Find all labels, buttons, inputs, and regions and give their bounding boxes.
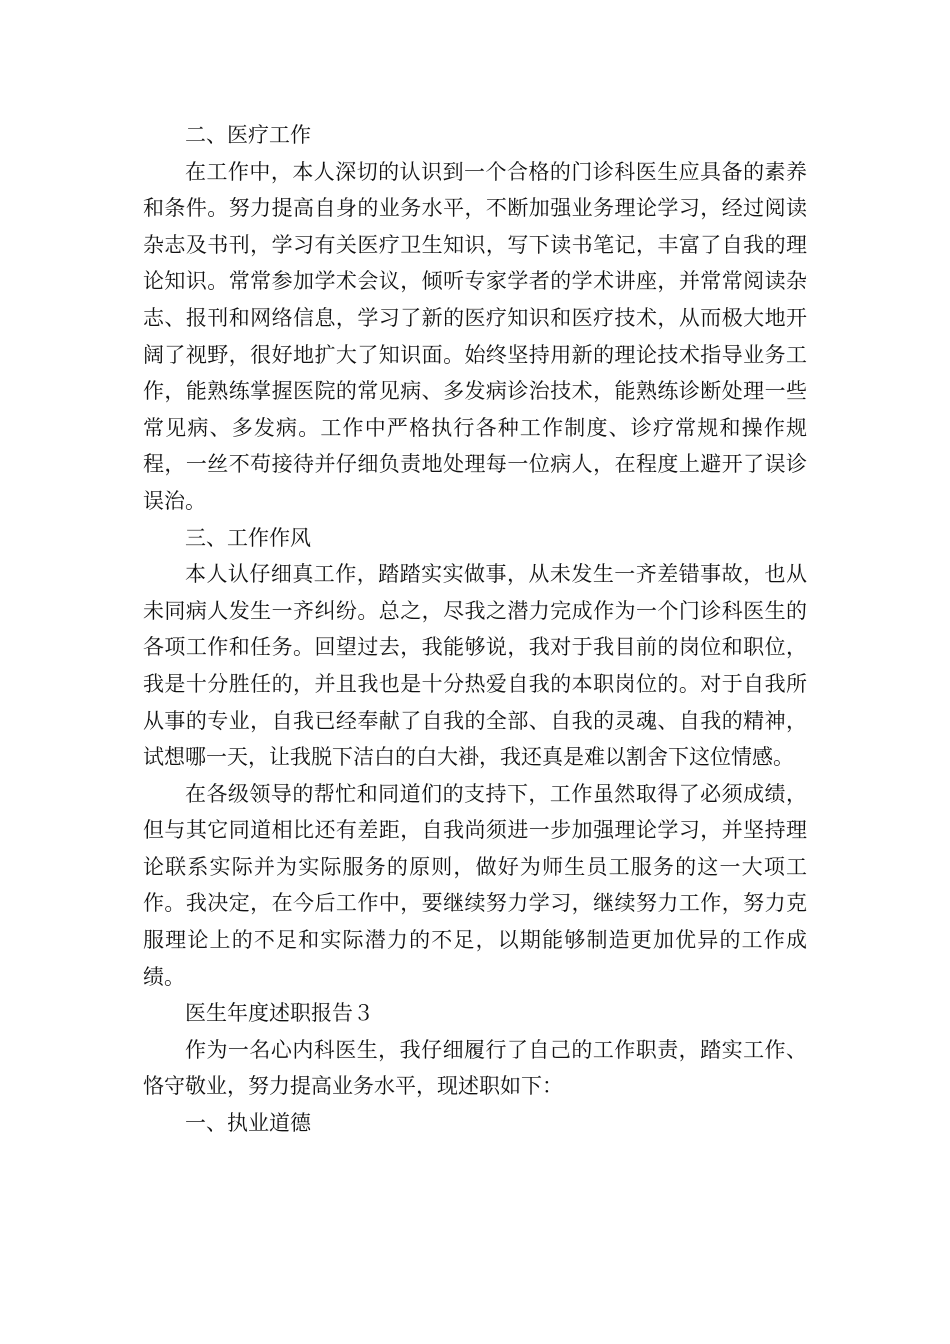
report-title: 医生年度述职报告３ xyxy=(185,1001,374,1026)
paragraph-intro: 作为一名心内科医生，我仔细履行了自己的工作职责，踏实工作、恪守敬业，努力提高业务水平，现述职如下： xyxy=(143,1037,807,1099)
section-heading-work-style: 三、工作作风 xyxy=(185,525,311,550)
paragraph-work-style: 本人认仔细真工作，踏踏实实做事，从未发生一齐差错事故，也从未同病人发生一齐纠纷。总之，尽我之潜力完成作为一个门诊科医生的各项工作和任务。回望过去，我能够说，我对于我目前的岗位和职位，我是十分胜任的，并且我也是十分热爱自我的本职岗位的。对于自我所从事的专业，自我已经奉献了自我的全部、自我的灵魂、自我的精神，试想哪一天，让我脱下洁白的白大褂，我还真是难以割舍下这位情感。 xyxy=(143,562,807,770)
document-body xyxy=(143,117,807,1142)
paragraph-conclusion: 在各级领导的帮忙和同道们的支持下，工作虽然取得了必须成绩，但与其它同道相比还有差距，自我尚须进一步加强理论学习，并坚持理论联系实际并为实际服务的原则，做好为师生员工服务的这一大项工作。我决定，在今后工作中，要继续努力学习，继续努力工作，努力克服理论上的不足和实际潜力的不足，以期能够制造更加优异的工作成绩。 xyxy=(143,781,807,989)
section-heading-medical-work: 二、医疗工作 xyxy=(185,123,311,147)
paragraph-medical-work: 在工作中，本人深切的认识到一个合格的门诊科医生应具备的素养和条件。努力提高自身的业务水平，不断加强业务理论学习，经过阅读杂志及书刊，学习有关医疗卫生知识，写下读书笔记，丰富了自我的理论知识。常常参加学术会议，倾听专家学者的学术讲座，并常常阅读杂志、报刊和网络信息，学习了新的医疗知识和医疗技术，从而极大地开阔了视野，很好地扩大了知识面。始终坚持用新的理论技术指导业务工作，能熟练掌握医院的常见病、多发病诊治技术，能熟练诊断处理一些常见病、多发病。工作中严格执行各种工作制度、诊疗常规和操作规程，一丝不苟接待并仔细负责地处理每一位病人，在程度上避开了误诊误治。 xyxy=(143,159,807,513)
section-heading-ethics: 一、执业道德 xyxy=(185,1111,311,1136)
